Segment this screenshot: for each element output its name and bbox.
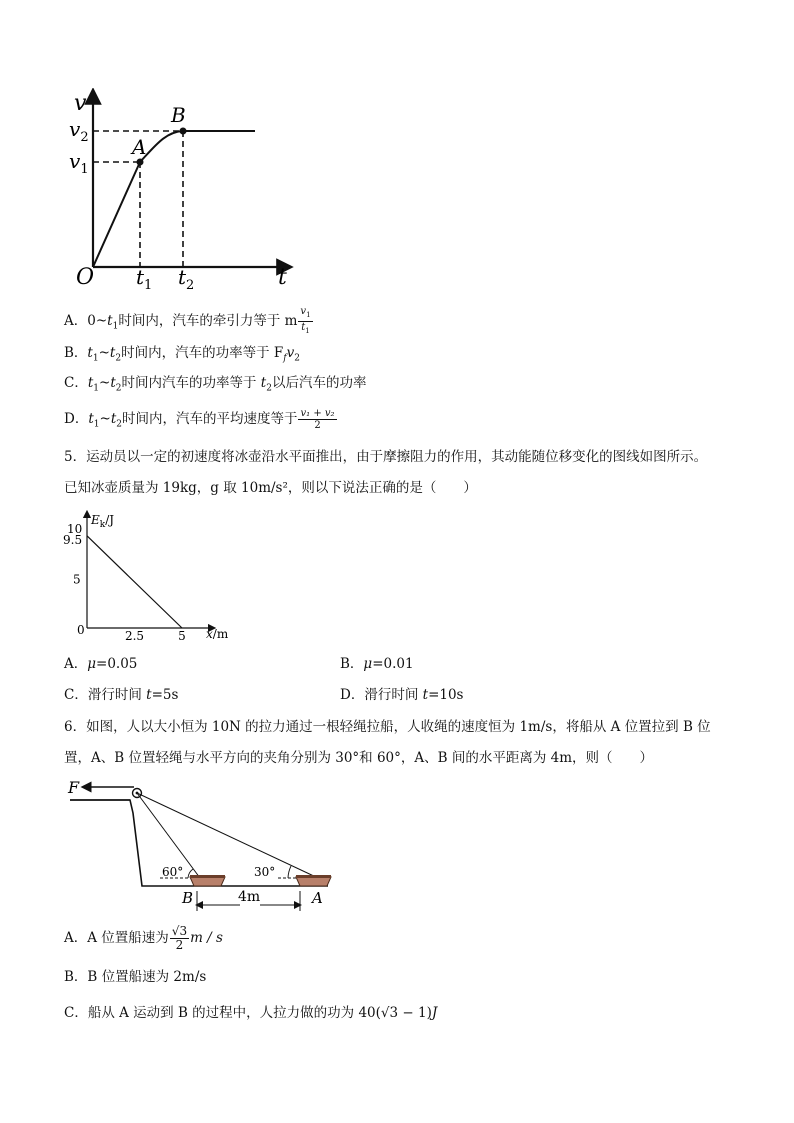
t1-label: $t_1$ — [136, 265, 153, 293]
ek-y-axis-label: $E_k/J$ — [91, 513, 115, 530]
q5-option-a[interactable]: A．μ=0.05 — [64, 656, 138, 672]
angle-arc-a — [288, 866, 291, 878]
ek-y-tick-9-5: 9.5 — [63, 532, 83, 547]
ek-x-axis-label: x/m — [206, 627, 229, 641]
point-a-label: A — [132, 135, 147, 159]
q4-option-a[interactable]: A．$0\sim t_1$时间内，汽车的牵引力等于 m $\frac{v_1}{t_1}$ — [64, 306, 311, 335]
angle-60-label: 60° — [162, 865, 184, 879]
ek-data-line — [87, 536, 182, 628]
q6-stem-line1: 6．如图，人以大小恒为 10N 的拉力通过一根轻绳拉船，人收绳的速度恒为 1m/s，将船从 A 位置拉到 B 位 — [64, 719, 711, 735]
ek-origin-tick: 0 — [77, 623, 85, 637]
q5-option-b[interactable]: B．μ=0.01 — [340, 656, 414, 672]
v-axis-label: v — [74, 91, 87, 116]
point-b-label: B — [171, 103, 186, 127]
q4-option-c[interactable]: C．$t_1\sim t_2$时间内汽车的功率等于 $t_2$以后汽车的功率 — [64, 375, 367, 394]
t2-label: $t_2$ — [178, 265, 195, 293]
t-axis-label: t — [278, 265, 287, 290]
point-a-dot — [137, 159, 144, 166]
q6-option-a[interactable]: A．A 位置船速为 $\frac{√3}{2}$ m / s — [64, 924, 223, 952]
q6-option-b[interactable]: B．B 位置船速为 2m/s — [64, 969, 207, 985]
q5-stem-line2: 已知冰壶质量为 19kg，g 取 10m/s²，则以下说法正确的是（ ） — [64, 480, 477, 496]
velocity-curve — [93, 131, 255, 267]
q6-stem-line2: 置，A、B 位置轻绳与水平方向的夹角分别为 30°和 60°，A、B 间的水平距离为 4m，则（ ） — [64, 750, 654, 766]
ek-y-tick-10: 10 — [67, 522, 83, 536]
kinetic-energy-chart — [60, 510, 245, 645]
ek-x-tick-2-5: 2.5 — [124, 629, 145, 643]
position-b-label: B — [182, 889, 194, 907]
fraction-v1-over-t1: $\frac{v_1}{t_1}$ — [300, 306, 311, 335]
q6-option-c[interactable]: C．船从 A 运动到 B 的过程中，人拉力做的功为 40(√3 − 1)J — [64, 1005, 438, 1021]
v2-label: $v_2$ — [69, 117, 89, 145]
q4-option-b[interactable]: B．$t_1\sim t_2$时间内，汽车的功率等于 $F_fv_2$ — [64, 345, 300, 364]
angle-30-label: 30° — [254, 865, 276, 879]
velocity-time-graph — [60, 88, 310, 293]
fraction-sqrt3-over-2: $\frac{√3}{2}$ — [171, 924, 188, 952]
q5-stem-line1: 5．运动员以一定的初速度将冰壶沿水平面推出，由于摩擦阻力的作用，其动能随位移变化的图线如图所示。 — [64, 449, 708, 465]
q5-option-d[interactable]: D．滑行时间 t=10s — [340, 687, 464, 703]
origin-label: O — [76, 265, 95, 290]
q4-option-d[interactable]: D．$t_1\sim t_2$时间内，汽车的平均速度等于 $\frac{\text{v₁ + v₂}}{2}$ — [64, 408, 335, 431]
ek-y-tick-5: 5 — [73, 572, 81, 587]
distance-label: 4m — [238, 889, 261, 905]
v1-label: $v_1$ — [69, 149, 89, 177]
boat-pulling-diagram — [60, 773, 340, 913]
boat-a-icon — [296, 877, 331, 886]
q5-option-c[interactable]: C．滑行时间 t=5s — [64, 687, 179, 703]
force-label: F — [68, 778, 80, 797]
fraction-average-velocity: $\frac{\text{v₁ + v₂}}{2}$ — [300, 408, 335, 431]
point-b-dot — [180, 128, 187, 135]
boat-b-icon — [190, 877, 225, 886]
ek-x-tick-5: 5 — [178, 629, 186, 643]
bank-outline — [70, 800, 328, 886]
position-a-label: A — [312, 889, 323, 907]
